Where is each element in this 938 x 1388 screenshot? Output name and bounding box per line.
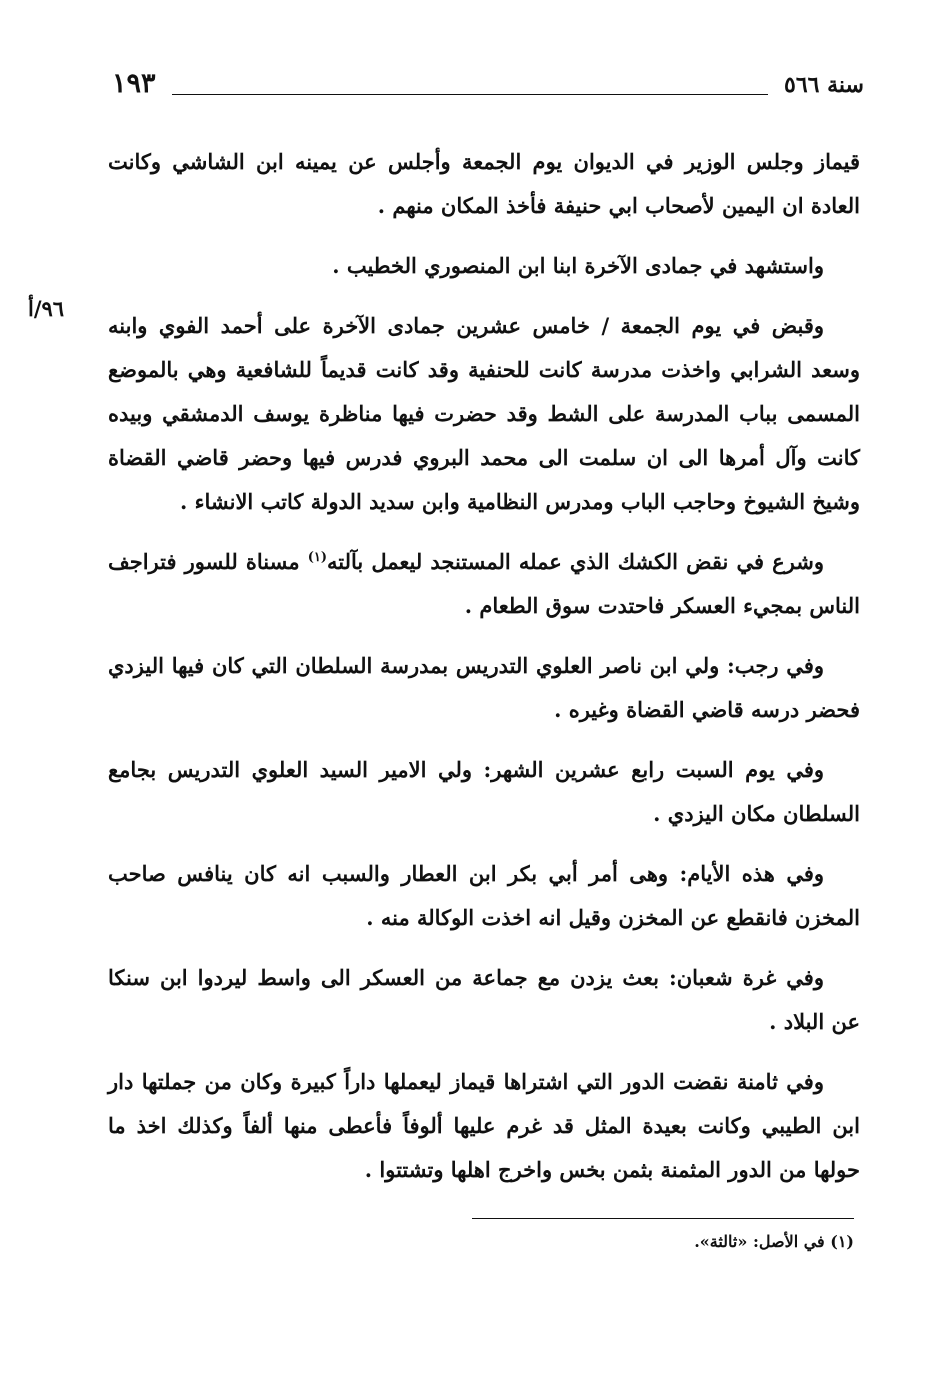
body-text <box>108 140 860 1208</box>
paragraph: قيماز وجلس الوزير في الديوان يوم الجمعة وأجلس عن يمينه ابن الشاشي وكانت العادة ان اليمين لأصحاب ابي حنيفة فأخذ المكان منهم . <box>108 149 860 218</box>
year-heading: سنة ٥٦٦ <box>784 72 864 98</box>
paragraph: وفي يوم السبت رابع عشرين الشهر: ولي الامير السيد العلوي التدريس بجامع السلطان مكان اليزدي . <box>108 757 860 826</box>
footnote-reference: (١) <box>307 550 327 565</box>
paragraph: وفي هذه الأيام: وهى أمر أبي بكر ابن العطار والسبب انه كان ينافس صاحب المخزن فانقطع عن المخزن وقيل انه اخذت الوكالة منه . <box>108 861 860 930</box>
paragraph-text: وشرع في نقض الكشك الذي عمله المستنجد ليعمل بآلته <box>327 549 824 574</box>
header-rule <box>172 94 768 95</box>
footnote: (١) في الأصل: «ثالثة». <box>694 1232 854 1251</box>
paragraph-text: مسناة للسور فتراجف الناس بمجيء العسكر فاحتدت سوق الطعام . <box>108 549 860 618</box>
paragraph: وفي ثامنة نقضت الدور التي اشتراها قيماز ليعملها داراً كبيرة وكان من جملتها دار ابن الطيبي وكانت بعيدة المثل قد غرم عليها ألوفاً فأعطى منها ألفاً وكذلك اخذ ما حولها من الدور المثمنة بثمن بخس واخرج اهلها وتشتتوا . <box>108 1069 860 1182</box>
footnote-divider <box>472 1218 854 1219</box>
running-header <box>104 66 864 110</box>
paragraph <box>108 540 860 628</box>
paragraph: وفي غرة شعبان: بعث يزدن مع جماعة من العسكر الى واسط ليردوا ابن سنكا عن البلاد . <box>108 965 860 1034</box>
paragraph: وقبض في يوم الجمعة / خامس عشرين جمادى الآخرة على أحمد الفوي وابنه وسعد الشرابي واخذت مدرسة كانت للحنفية وقد كانت قديماً للشافعية وهي بالموضع المسمى بباب المدرسة على الشط وقد حضرت فيها مناظرة يوسف الدمشقي وبيده كانت وآل أمرها الى ان سلمت الى محمد البروي فدرس فيها وحضر قاضي القضاة وشيخ الشيوخ وحاجب الباب ومدرس النظامية وابن سديد الدولة كاتب الانشاء . <box>108 313 860 514</box>
paragraph: وفي رجب: ولي ابن ناصر العلوي التدريس بمدرسة السلطان التي كان فيها اليزدي فحضر درسه قاضي القضاة وغيره . <box>108 653 860 722</box>
paragraph: واستشهد في جمادى الآخرة ابنا ابن المنصوري الخطيب . <box>332 253 824 278</box>
folio-margin-note: ٩٦/أ <box>28 296 65 321</box>
page-number: ١٩٣ <box>112 68 156 99</box>
